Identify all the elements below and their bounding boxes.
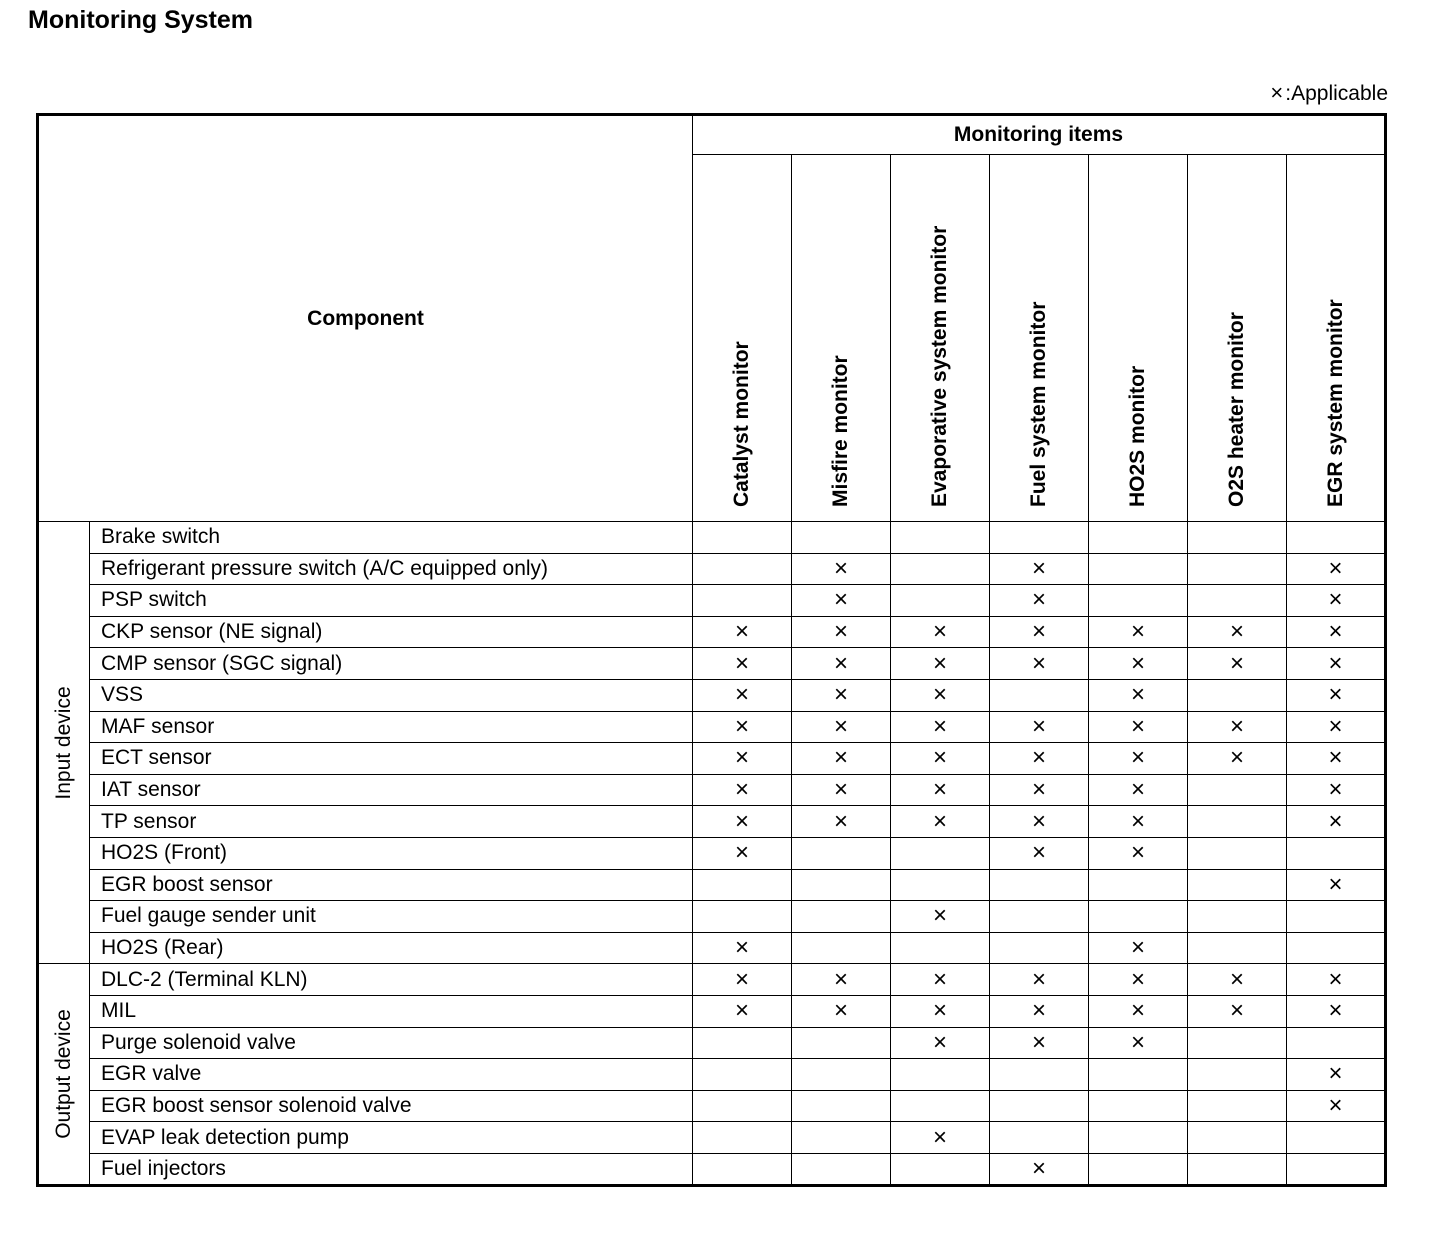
empty-cell xyxy=(1188,585,1287,617)
component-name: DLC-2 (Terminal KLN) xyxy=(90,964,693,996)
empty-cell xyxy=(1188,1027,1287,1059)
empty-cell xyxy=(1089,1153,1188,1186)
empty-cell xyxy=(792,869,891,901)
applicable-mark-cell: × xyxy=(1089,932,1188,964)
table-row xyxy=(38,743,1386,775)
applicable-mark-cell: × xyxy=(891,901,990,933)
applicable-mark-cell: × xyxy=(1089,743,1188,775)
component-name: MIL xyxy=(90,995,693,1027)
empty-cell xyxy=(1188,869,1287,901)
empty-cell xyxy=(693,553,792,585)
component-name: EGR valve xyxy=(90,1059,693,1091)
empty-cell xyxy=(1287,522,1386,554)
applicable-mark-cell: × xyxy=(891,1027,990,1059)
applicable-mark-cell: × xyxy=(1287,869,1386,901)
table-row xyxy=(38,585,1386,617)
applicable-mark-cell: × xyxy=(792,679,891,711)
column-header xyxy=(792,155,891,522)
applicable-mark-cell: × xyxy=(1089,648,1188,680)
component-header: Component xyxy=(38,115,693,522)
applicable-mark-cell: × xyxy=(1287,1090,1386,1122)
empty-cell xyxy=(990,901,1089,933)
empty-cell xyxy=(792,1027,891,1059)
empty-cell xyxy=(693,1153,792,1186)
component-name: Purge solenoid valve xyxy=(90,1027,693,1059)
applicable-mark-cell: × xyxy=(990,774,1089,806)
component-name: EGR boost sensor xyxy=(90,869,693,901)
column-header xyxy=(693,155,792,522)
empty-cell xyxy=(1188,1122,1287,1154)
component-name: HO2S (Rear) xyxy=(90,932,693,964)
applicable-mark-cell: × xyxy=(693,648,792,680)
applicable-mark-cell: × xyxy=(891,679,990,711)
empty-cell xyxy=(1089,1090,1188,1122)
column-header-label: O2S heater monitor xyxy=(1225,312,1248,507)
applicable-mark-cell: × xyxy=(990,806,1089,838)
applicable-mark-cell: × xyxy=(1188,711,1287,743)
applicable-mark-cell: × xyxy=(693,743,792,775)
empty-cell xyxy=(792,522,891,554)
applicable-mark-cell: × xyxy=(1089,837,1188,869)
applicable-mark-cell: × xyxy=(990,995,1089,1027)
applicable-mark-cell: × xyxy=(990,964,1089,996)
empty-cell xyxy=(891,553,990,585)
applicable-mark-cell: × xyxy=(990,616,1089,648)
empty-cell xyxy=(792,901,891,933)
applicable-mark-cell: × xyxy=(1188,964,1287,996)
table-row xyxy=(38,553,1386,585)
column-header-label: Fuel system monitor xyxy=(1027,301,1050,507)
table-row xyxy=(38,1090,1386,1122)
empty-cell xyxy=(891,1090,990,1122)
column-header-label: Catalyst monitor xyxy=(730,341,753,507)
group-label-cell xyxy=(38,522,90,964)
empty-cell xyxy=(1188,553,1287,585)
component-name: Fuel injectors xyxy=(90,1153,693,1186)
applicable-mark-cell: × xyxy=(1287,1059,1386,1091)
empty-cell xyxy=(1287,1153,1386,1186)
applicable-mark-cell: × xyxy=(990,837,1089,869)
applicable-mark-cell: × xyxy=(891,648,990,680)
empty-cell xyxy=(1089,901,1188,933)
empty-cell xyxy=(891,585,990,617)
column-header xyxy=(1287,155,1386,522)
applicable-mark-cell: × xyxy=(891,806,990,838)
applicable-mark-cell: × xyxy=(792,964,891,996)
empty-cell xyxy=(693,1027,792,1059)
group-label: Input device xyxy=(52,686,75,800)
empty-cell xyxy=(693,585,792,617)
applicable-mark-cell: × xyxy=(1089,806,1188,838)
empty-cell xyxy=(693,901,792,933)
component-name: IAT sensor xyxy=(90,774,693,806)
column-header xyxy=(1188,155,1287,522)
empty-cell xyxy=(1188,774,1287,806)
applicable-mark-cell: × xyxy=(693,774,792,806)
applicable-mark-cell: × xyxy=(792,585,891,617)
monitoring-items-header: Monitoring items xyxy=(693,115,1386,155)
empty-cell xyxy=(891,837,990,869)
table-row xyxy=(38,1059,1386,1091)
table-row xyxy=(38,1027,1386,1059)
component-name: PSP switch xyxy=(90,585,693,617)
empty-cell xyxy=(990,1059,1089,1091)
applicable-mark-cell: × xyxy=(891,995,990,1027)
component-name: Refrigerant pressure switch (A/C equipped only) xyxy=(90,553,693,585)
applicable-mark-cell: × xyxy=(891,616,990,648)
empty-cell xyxy=(1188,1090,1287,1122)
table-row xyxy=(38,869,1386,901)
applicable-mark-cell: × xyxy=(1089,995,1188,1027)
applicable-mark-cell: × xyxy=(990,743,1089,775)
group-label-cell xyxy=(38,964,90,1186)
applicable-mark-cell: × xyxy=(1089,1027,1188,1059)
component-name: Fuel gauge sender unit xyxy=(90,901,693,933)
table-row xyxy=(38,1122,1386,1154)
applicable-mark-cell: × xyxy=(693,806,792,838)
applicable-mark-cell: × xyxy=(990,1153,1089,1186)
legend-label: :Applicable xyxy=(1285,82,1388,105)
table-row xyxy=(38,995,1386,1027)
legend xyxy=(1270,80,1388,106)
table-row xyxy=(38,932,1386,964)
empty-cell xyxy=(1188,522,1287,554)
empty-cell xyxy=(891,932,990,964)
applicable-mark-cell: × xyxy=(693,837,792,869)
applicable-mark-cell: × xyxy=(1287,806,1386,838)
applicable-mark-cell: × xyxy=(1188,648,1287,680)
column-header xyxy=(990,155,1089,522)
empty-cell xyxy=(891,1153,990,1186)
empty-cell xyxy=(990,932,1089,964)
empty-cell xyxy=(1287,932,1386,964)
empty-cell xyxy=(1287,1122,1386,1154)
empty-cell xyxy=(1188,679,1287,711)
table-row xyxy=(38,837,1386,869)
applicable-mark-cell: × xyxy=(693,711,792,743)
table-row xyxy=(38,648,1386,680)
applicable-mark-cell: × xyxy=(792,648,891,680)
empty-cell xyxy=(1287,1027,1386,1059)
applicable-mark-cell: × xyxy=(792,806,891,838)
applicable-mark-cell: × xyxy=(1188,743,1287,775)
applicable-mark-cell: × xyxy=(891,774,990,806)
column-header xyxy=(1089,155,1188,522)
table-row xyxy=(38,901,1386,933)
monitoring-table xyxy=(36,113,1387,1187)
empty-cell xyxy=(693,869,792,901)
empty-cell xyxy=(1089,869,1188,901)
table-row xyxy=(38,522,1386,554)
applicable-mark-cell: × xyxy=(1287,648,1386,680)
empty-cell xyxy=(693,1090,792,1122)
empty-cell xyxy=(1089,1122,1188,1154)
applicable-mark-cell: × xyxy=(792,711,891,743)
empty-cell xyxy=(1188,1059,1287,1091)
empty-cell xyxy=(792,1059,891,1091)
empty-cell xyxy=(990,869,1089,901)
component-name: MAF sensor xyxy=(90,711,693,743)
applicable-mark-cell: × xyxy=(1287,585,1386,617)
page-title: Monitoring System xyxy=(28,6,254,34)
table-row xyxy=(38,964,1386,996)
applicable-mark-cell: × xyxy=(1287,995,1386,1027)
empty-cell xyxy=(990,1122,1089,1154)
applicable-mark-cell: × xyxy=(792,774,891,806)
column-header-label: HO2S monitor xyxy=(1126,365,1149,507)
empty-cell xyxy=(693,1122,792,1154)
applicable-mark-cell: × xyxy=(891,743,990,775)
component-name: CMP sensor (SGC signal) xyxy=(90,648,693,680)
component-name: EVAP leak detection pump xyxy=(90,1122,693,1154)
applicable-mark-cell: × xyxy=(693,995,792,1027)
column-header xyxy=(891,155,990,522)
applicable-mark-cell: × xyxy=(792,553,891,585)
table-row xyxy=(38,616,1386,648)
table-row xyxy=(38,1153,1386,1186)
applicable-mark-cell: × xyxy=(693,964,792,996)
empty-cell xyxy=(693,1059,792,1091)
applicable-mark-cell: × xyxy=(693,616,792,648)
empty-cell xyxy=(891,869,990,901)
table-row xyxy=(38,806,1386,838)
empty-cell xyxy=(693,522,792,554)
applicable-mark-cell: × xyxy=(891,711,990,743)
empty-cell xyxy=(1089,522,1188,554)
component-name: TP sensor xyxy=(90,806,693,838)
applicable-mark-cell: × xyxy=(1287,679,1386,711)
empty-cell xyxy=(1089,585,1188,617)
empty-cell xyxy=(891,1059,990,1091)
empty-cell xyxy=(1188,932,1287,964)
applicable-mark-cell: × xyxy=(1089,711,1188,743)
empty-cell xyxy=(792,1122,891,1154)
applicable-mark-cell: × xyxy=(792,995,891,1027)
applicable-mark-cell: × xyxy=(1089,679,1188,711)
applicable-mark-cell: × xyxy=(1188,616,1287,648)
applicable-mark-cell: × xyxy=(891,1122,990,1154)
empty-cell xyxy=(792,932,891,964)
applicable-mark-cell: × xyxy=(1089,964,1188,996)
empty-cell xyxy=(1188,901,1287,933)
table-body xyxy=(38,522,1386,1186)
applicable-mark-cell: × xyxy=(1287,774,1386,806)
empty-cell xyxy=(1089,553,1188,585)
empty-cell xyxy=(1287,901,1386,933)
applicable-mark-cell: × xyxy=(990,553,1089,585)
applicable-mark-cell: × xyxy=(891,964,990,996)
table-row xyxy=(38,711,1386,743)
table-row xyxy=(38,774,1386,806)
component-name: CKP sensor (NE signal) xyxy=(90,616,693,648)
applicable-mark-cell: × xyxy=(1188,995,1287,1027)
applicable-mark-cell: × xyxy=(1287,553,1386,585)
applicable-mark-cell: × xyxy=(693,932,792,964)
component-name: HO2S (Front) xyxy=(90,837,693,869)
table-row xyxy=(38,679,1386,711)
applicable-mark-icon: × xyxy=(1270,80,1284,105)
empty-cell xyxy=(1089,1059,1188,1091)
empty-cell xyxy=(1188,1153,1287,1186)
column-header-label: Misfire monitor xyxy=(829,355,852,507)
component-name: VSS xyxy=(90,679,693,711)
empty-cell xyxy=(792,1153,891,1186)
applicable-mark-cell: × xyxy=(990,1027,1089,1059)
applicable-mark-cell: × xyxy=(1287,616,1386,648)
component-name: EGR boost sensor solenoid valve xyxy=(90,1090,693,1122)
applicable-mark-cell: × xyxy=(990,648,1089,680)
empty-cell xyxy=(990,522,1089,554)
applicable-mark-cell: × xyxy=(1089,616,1188,648)
applicable-mark-cell: × xyxy=(1287,711,1386,743)
empty-cell xyxy=(990,1090,1089,1122)
empty-cell xyxy=(1188,837,1287,869)
empty-cell xyxy=(792,1090,891,1122)
column-header-label: EGR system monitor xyxy=(1323,299,1347,507)
applicable-mark-cell: × xyxy=(1089,774,1188,806)
empty-cell xyxy=(792,837,891,869)
empty-cell xyxy=(891,522,990,554)
column-header-label: Evaporative system monitor xyxy=(928,225,951,507)
applicable-mark-cell: × xyxy=(792,616,891,648)
applicable-mark-cell: × xyxy=(1287,743,1386,775)
applicable-mark-cell: × xyxy=(693,679,792,711)
group-label: Output device xyxy=(52,1009,75,1140)
empty-cell xyxy=(1287,837,1386,869)
empty-cell xyxy=(1188,806,1287,838)
component-name: ECT sensor xyxy=(90,743,693,775)
applicable-mark-cell: × xyxy=(990,585,1089,617)
applicable-mark-cell: × xyxy=(990,711,1089,743)
empty-cell xyxy=(990,679,1089,711)
applicable-mark-cell: × xyxy=(1287,964,1386,996)
component-name: Brake switch xyxy=(90,522,693,554)
applicable-mark-cell: × xyxy=(792,743,891,775)
